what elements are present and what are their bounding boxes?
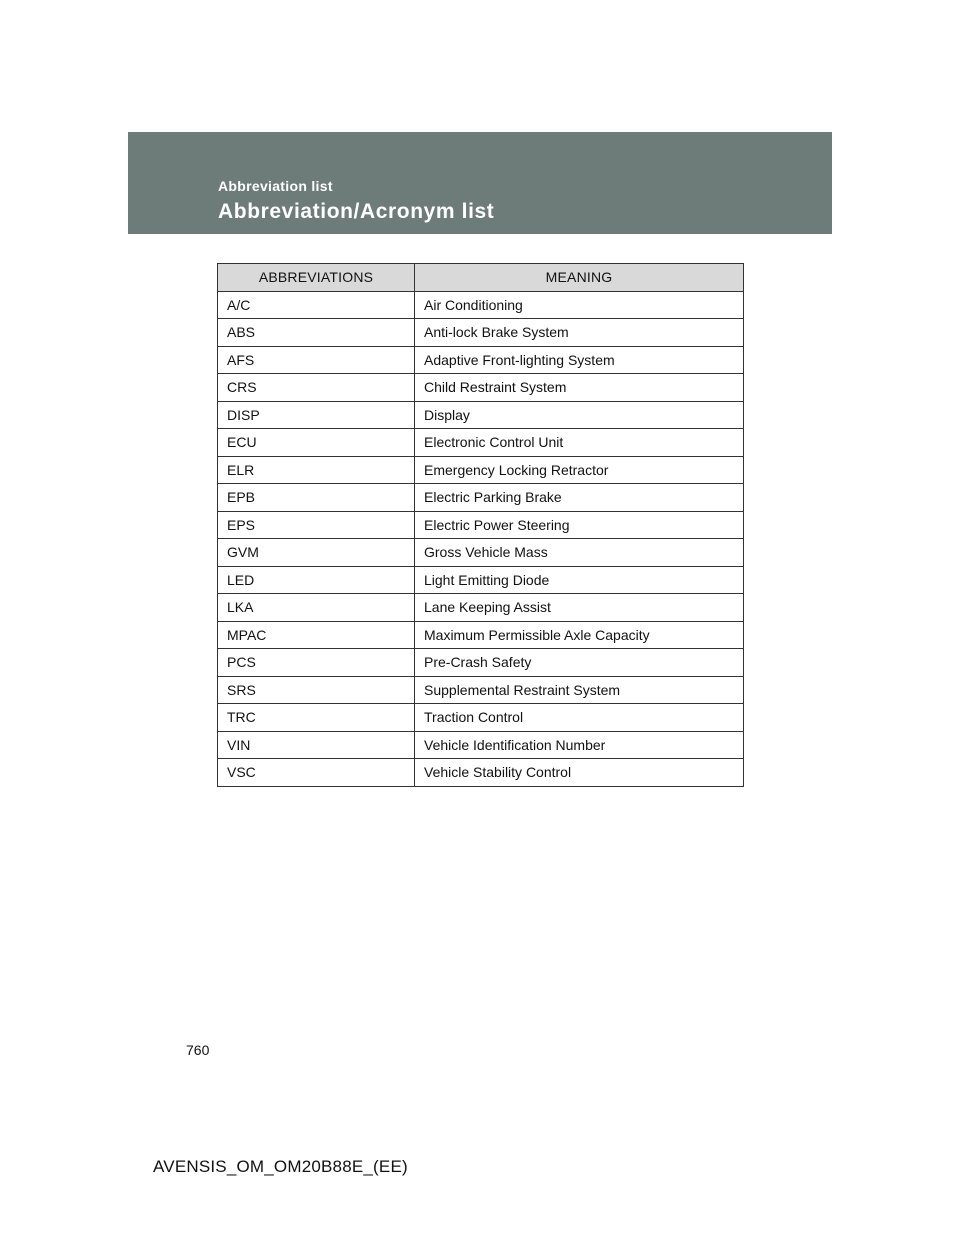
table-row — [218, 456, 744, 484]
abbreviation-cell: ELR — [218, 456, 415, 484]
table-row — [218, 429, 744, 457]
meaning-cell: Gross Vehicle Mass — [415, 539, 744, 567]
column-header-meaning: MEANING — [415, 264, 744, 292]
table-row — [218, 566, 744, 594]
table-row — [218, 291, 744, 319]
abbreviation-cell: EPB — [218, 484, 415, 512]
meaning-cell: Pre-Crash Safety — [415, 649, 744, 677]
meaning-cell: Vehicle Identification Number — [415, 731, 744, 759]
abbreviation-cell: MPAC — [218, 621, 415, 649]
meaning-cell: Electronic Control Unit — [415, 429, 744, 457]
meaning-cell: Emergency Locking Retractor — [415, 456, 744, 484]
abbreviation-cell: SRS — [218, 676, 415, 704]
abbreviation-cell: LKA — [218, 594, 415, 622]
table-row — [218, 401, 744, 429]
section-label: Abbreviation list — [218, 178, 333, 194]
abbreviation-cell: LED — [218, 566, 415, 594]
meaning-cell: Traction Control — [415, 704, 744, 732]
abbreviation-cell: GVM — [218, 539, 415, 567]
abbreviation-cell: VIN — [218, 731, 415, 759]
abbreviation-cell: PCS — [218, 649, 415, 677]
meaning-cell: Supplemental Restraint System — [415, 676, 744, 704]
document-code: AVENSIS_OM_OM20B88E_(EE) — [153, 1157, 408, 1176]
column-header-abbreviations: ABBREVIATIONS — [218, 264, 415, 292]
meaning-cell: Display — [415, 401, 744, 429]
table-row — [218, 346, 744, 374]
abbreviation-cell: AFS — [218, 346, 415, 374]
meaning-cell: Maximum Permissible Axle Capacity — [415, 621, 744, 649]
meaning-cell: Lane Keeping Assist — [415, 594, 744, 622]
table-header-row — [218, 264, 744, 292]
table-row — [218, 731, 744, 759]
abbreviation-cell: DISP — [218, 401, 415, 429]
table-row — [218, 649, 744, 677]
table-row — [218, 374, 744, 402]
abbreviation-cell: VSC — [218, 759, 415, 787]
meaning-cell: Air Conditioning — [415, 291, 744, 319]
table-row — [218, 621, 744, 649]
meaning-cell: Adaptive Front-lighting System — [415, 346, 744, 374]
page-title: Abbreviation/Acronym list — [218, 200, 495, 223]
abbreviation-cell: TRC — [218, 704, 415, 732]
abbreviation-cell: ABS — [218, 319, 415, 347]
abbreviation-table — [217, 263, 744, 787]
table-row — [218, 484, 744, 512]
table-row — [218, 759, 744, 787]
meaning-cell: Light Emitting Diode — [415, 566, 744, 594]
table-row — [218, 676, 744, 704]
page-number: 760 — [186, 1042, 210, 1058]
meaning-cell: Anti-lock Brake System — [415, 319, 744, 347]
abbreviation-cell: A/C — [218, 291, 415, 319]
header-band — [128, 132, 832, 234]
meaning-cell: Electric Parking Brake — [415, 484, 744, 512]
abbreviation-cell: ECU — [218, 429, 415, 457]
meaning-cell: Vehicle Stability Control — [415, 759, 744, 787]
meaning-cell: Electric Power Steering — [415, 511, 744, 539]
meaning-cell: Child Restraint System — [415, 374, 744, 402]
table-row — [218, 539, 744, 567]
table-row — [218, 511, 744, 539]
abbreviation-cell: EPS — [218, 511, 415, 539]
abbreviation-cell: CRS — [218, 374, 415, 402]
table-row — [218, 319, 744, 347]
table-row — [218, 704, 744, 732]
table-row — [218, 594, 744, 622]
